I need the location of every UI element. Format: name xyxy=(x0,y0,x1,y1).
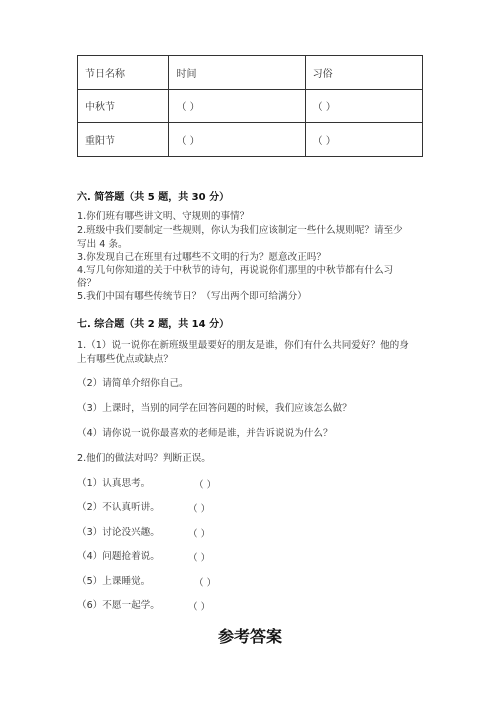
time-blank-cell[interactable]: （ ） xyxy=(169,123,305,157)
section6-line: 1.你们班有哪些讲文明、守规则的事情？ xyxy=(77,211,250,222)
table-header-row xyxy=(78,56,423,90)
table-row xyxy=(78,89,423,123)
section7-q1-line: 上有哪些优点或缺点？ xyxy=(77,354,173,365)
judgement-blank[interactable]: （ ） xyxy=(194,480,217,491)
section7-title: 七. 综合题（共 2 题，共 14 分） xyxy=(77,319,230,330)
section6-line: 俗？ xyxy=(77,278,97,289)
header-festival-name: 节日名称 xyxy=(78,56,169,90)
customs-blank-cell[interactable]: （ ） xyxy=(305,123,422,157)
judgement-blank[interactable]: （ ） xyxy=(188,529,211,540)
header-customs: 习俗 xyxy=(305,56,422,90)
section6-line: 写出 4 条。 xyxy=(77,239,128,250)
section6-line: 3.你发现自己在班里有过哪些不文明的行为？愿意改正吗？ xyxy=(77,252,326,263)
section6-title: 六. 简答题（共 5 题，共 30 分） xyxy=(77,192,230,203)
answer-section-title: 参考答案 xyxy=(217,627,282,646)
section7-q1-sub: （3）上课时，当别的同学在回答问题的时候，我们应该怎么做？ xyxy=(77,403,352,414)
judgement-item-text: （1）认真思考。 xyxy=(77,478,151,489)
judgement-item-text: （5）上课睡觉。 xyxy=(77,576,151,587)
judgement-blank[interactable]: （ ） xyxy=(188,504,211,515)
festival-name-cell: 重阳节 xyxy=(78,123,169,157)
section7-q1-sub: （2）请简单介绍你自己。 xyxy=(77,378,189,389)
section6-line: 2.班级中我们要制定一些规则，你认为我们应该制定一些什么规则呢？请至少 xyxy=(77,225,403,236)
festival-name-cell: 中秋节 xyxy=(78,89,169,123)
festival-table xyxy=(77,55,423,157)
judgement-blank[interactable]: （ ） xyxy=(188,602,211,613)
section7-q1-line: 1.（1）说一说你在新班级里最要好的朋友是谁，你们有什么共同爱好？他的身 xyxy=(77,340,409,351)
judgement-item-text: （4）问题抢着说。 xyxy=(77,551,160,562)
section6-line: 4.写几句你知道的关于中秋节的诗句，再说说你们那里的中秋节都有什么习 xyxy=(77,265,394,276)
section7-q2-title: 2.他们的做法对吗？判断正误。 xyxy=(77,453,211,464)
header-time: 时间 xyxy=(169,56,305,90)
judgement-item-text: （3）讨论没兴趣。 xyxy=(77,527,160,538)
judgement-blank[interactable]: （ ） xyxy=(188,553,211,564)
section6-line: 5.我们中国有哪些传统节日？（写出两个即可给满分） xyxy=(77,291,307,302)
customs-blank-cell[interactable]: （ ） xyxy=(305,89,422,123)
table-row xyxy=(78,123,423,157)
judgement-blank[interactable]: （ ） xyxy=(194,578,217,589)
section7-q1-sub: （4）请你说一说你最喜欢的老师是谁，并告诉说说为什么？ xyxy=(77,428,333,439)
judgement-item-text: （2）不认真听讲。 xyxy=(77,502,160,513)
time-blank-cell[interactable]: （ ） xyxy=(169,89,305,123)
judgement-item-text: （6）不愿一起学。 xyxy=(77,600,160,611)
